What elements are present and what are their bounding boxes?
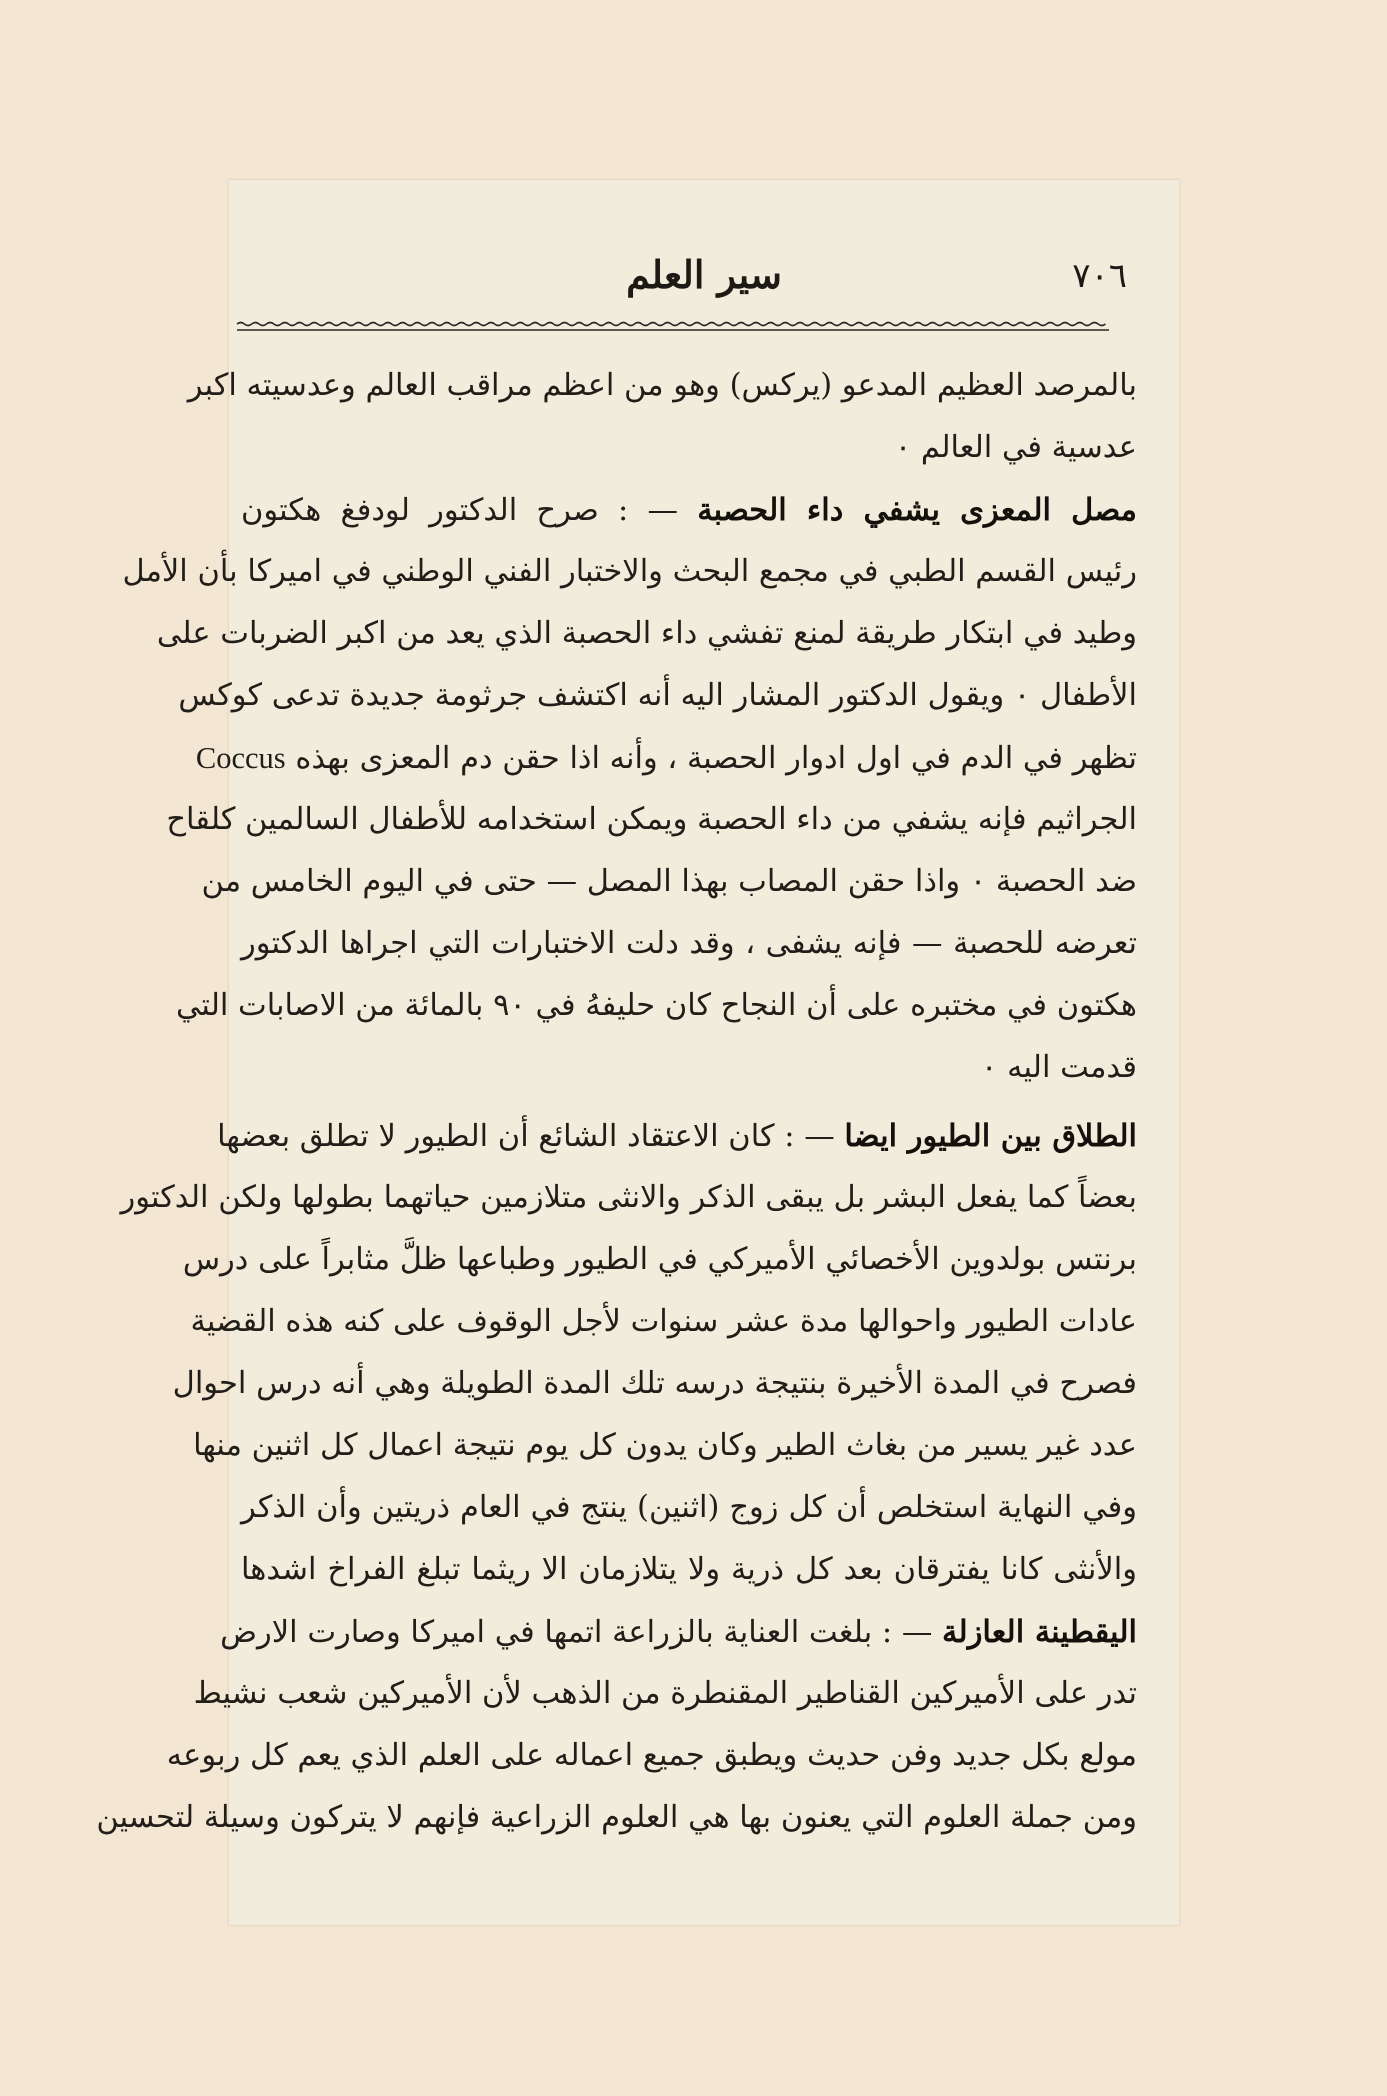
text-line: هكتون في مختبره على أن النجاح كان حليفهُ في ٩٠ بالمائة من الاصابات التي <box>175 988 1137 1023</box>
page-number: ٧٠٦ <box>1072 256 1127 296</box>
latin-term: Coccus <box>195 741 286 775</box>
text-line: وفي النهاية استخلص أن كل زوج (اثنين) ينتج في العام ذريتين وأن الذكر <box>241 1490 1137 1525</box>
book-page <box>96 180 1179 1925</box>
running-title: سير العلم <box>626 252 782 297</box>
text-line: تدر على الأميركين القناطير المقنطرة من الذهب لأن الأميركين شعب نشيط <box>193 1676 1137 1711</box>
text-line: وطيد في ابتكار طريقة لمنع تفشي داء الحصبة الذي يعد من اكبر الضربات على <box>156 616 1137 651</box>
section-heading: اليقطينة العازلة <box>942 1614 1137 1650</box>
text-line-with-latin <box>195 728 1137 788</box>
text-line: عادات الطيور واحوالها مدة عشر سنوات لأجل الوقوف على كنه هذه القضية <box>190 1304 1137 1339</box>
text-line: تعرضه للحصبة — فإنه يشفى ، وقد دلت الاختبارات التي اجراها الدكتور <box>241 926 1137 961</box>
section-heading-tail: — : بلغت العناية بالزراعة اتمها في اميركا وصارت الارض <box>220 1615 943 1650</box>
text-line: بعضاً كما يفعل البشر بل يبقى الذكر والانثى متلازمين حياتهما بطولها ولكن الدكتور <box>120 1180 1137 1215</box>
section-heading: الطلاق بين الطيور ايضا <box>844 1118 1137 1154</box>
text-line: ومن جملة العلوم التي يعنون بها هي العلوم الزراعية فإنهم لا يتركون وسيلة لتحسين <box>96 1800 1137 1835</box>
text-line: رئيس القسم الطبي في مجمع البحث والاختبار الفني الوطني في اميركا بأن الأمل <box>122 554 1137 589</box>
text-line: الجراثيم فإنه يشفي من داء الحصبة ويمكن استخدامه للأطفال السالمين كلقاح <box>166 802 1137 837</box>
text-line: ضد الحصبة ٠ واذا حقن المصاب بهذا المصل — حتى في اليوم الخامس من <box>201 864 1137 899</box>
text-line: عدسية في العالم ٠ <box>894 430 1137 465</box>
text-line: عدد غير يسير من بغاث الطير وكان يدون كل يوم نتيجة اعمال كل اثنين منها <box>193 1428 1137 1463</box>
section-heading: مصل المعزى يشفي داء الحصبة <box>697 492 1137 528</box>
text-line: والأنثى كانا يفترقان بعد كل ذرية ولا يتلازمان الا ريثما تبلغ الفراخ اشدها <box>241 1552 1137 1587</box>
text-line: برنتس بولدوين الأخصائي الأميركي في الطيور وطباعها ظلَّ مثابراً على درس <box>182 1242 1137 1277</box>
text-line: تظهر في الدم في اول ادوار الحصبة ، وأنه اذا حقن دم المعزى بهذه <box>295 741 1137 776</box>
text-line: الأطفال ٠ ويقول الدكتور المشار اليه أنه اكتشف جرثومة جديدة تدعى كوكس <box>178 678 1137 713</box>
section-heading-line <box>241 480 1137 540</box>
header-rule <box>229 318 1179 338</box>
text-line: فصرح في المدة الأخيرة بنتيجة درسه تلك المدة الطويلة وهي أنه درس احوال <box>172 1366 1137 1401</box>
text-line: مولع بكل جديد وفن حديث ويطبق جميع اعماله على العلم الذي يعم كل ربوعه <box>166 1738 1137 1773</box>
section-heading-tail: — : صرح الدكتور لودفغ هكتون <box>241 493 698 528</box>
page-header <box>229 250 1179 320</box>
text-line: بالمرصد العظيم المدعو (يركس) وهو من اعظم مراقب العالم وعدسيته اكبر <box>187 368 1137 403</box>
text-line: قدمت اليه ٠ <box>981 1050 1137 1085</box>
section-heading-line <box>220 1602 1137 1662</box>
section-heading-tail: — : كان الاعتقاد الشائع أن الطيور لا تطلق بعضها <box>217 1119 845 1154</box>
section-heading-line <box>217 1106 1137 1166</box>
